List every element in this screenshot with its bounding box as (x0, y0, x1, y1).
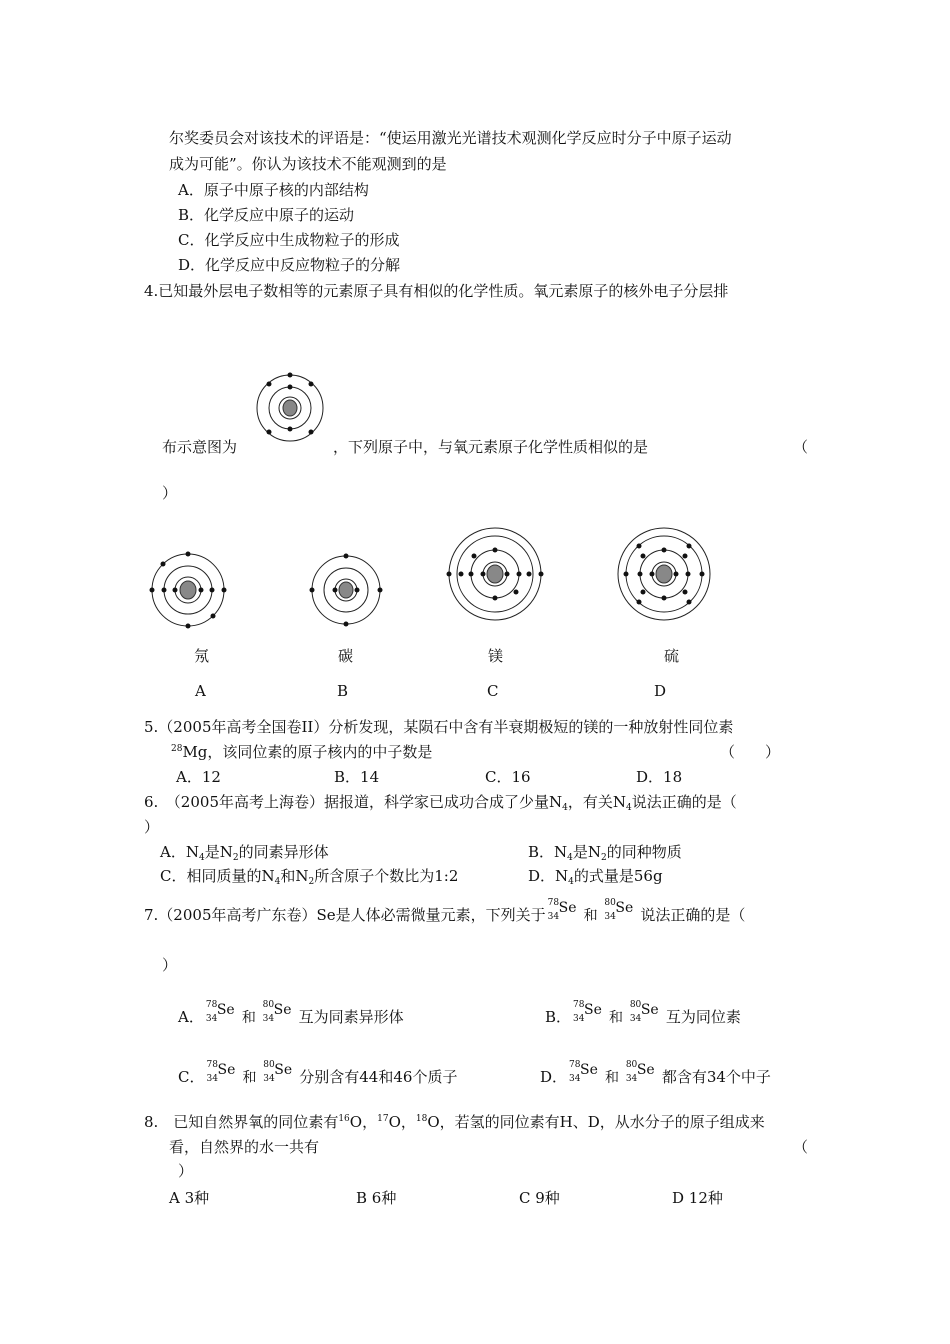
comma: ， (362, 1113, 378, 1131)
mass-number: 80 (263, 1060, 275, 1070)
atomic-number: 34 (629, 1014, 642, 1024)
conjunction: 和 (605, 1070, 620, 1086)
q7-text-a: 7.（2005年高考广东卷）Se是人体必需微量元素，下列关于 (144, 906, 546, 924)
q8-option-a: A 3种 (169, 1189, 210, 1207)
mass-number: 78 (205, 1000, 218, 1010)
q6-opt-b-text: 是N (572, 843, 602, 861)
element-symbol: Se (636, 1062, 655, 1078)
q5-answer-paren: （ ） (720, 743, 781, 761)
q5-line-1: 5.（2005年高考全国卷II）分析发现，某陨石中含有半衰期极短的镁的一种放射性同位素 (144, 718, 734, 736)
q7-opt-label: B． (545, 1008, 572, 1026)
atomic-number: 34 (573, 1014, 585, 1024)
mass-number: 80 (604, 898, 616, 908)
se-80-isotope (261, 1000, 299, 1028)
se-80-isotope (602, 898, 640, 926)
subscript-4: 4 (568, 877, 574, 887)
q6-text-a: 6. （2005年高考上海卷）据报道，科学家已成功合成了少量N (144, 793, 563, 811)
mass-number: 16 (338, 1114, 350, 1124)
mass-number: 78 (206, 1060, 218, 1070)
atom-name-carbon: 碳 (338, 647, 354, 665)
q5-option-a: A．12 (176, 768, 221, 786)
q4-paren-close: ） (162, 484, 178, 502)
element-symbol: Se (274, 1062, 293, 1078)
subscript-4: 4 (567, 853, 573, 863)
q5-option-d: D．18 (636, 768, 683, 786)
sulfur-atom-diagram (614, 524, 714, 624)
mass-number: 78 (573, 1000, 585, 1010)
q3-line-1: 尔奖委员会对该技术的评语是：“使运用激光光谱技术观测化学反应时分子中原子运动 (169, 129, 732, 147)
se-80-isotope (261, 1060, 299, 1088)
element-symbol: Se (584, 1002, 602, 1018)
q7-option-a (178, 1000, 404, 1028)
mass-number: 78 (569, 1060, 581, 1070)
mass-number: 80 (625, 1060, 638, 1070)
q7-opt-text: 分别含有44和46个质子 (299, 1068, 458, 1086)
se-78-isotope (567, 1060, 605, 1088)
q6-option-c (160, 866, 458, 889)
element-symbol: Se (558, 900, 577, 916)
q3-option-b: B．化学反应中原子的运动 (178, 206, 355, 224)
q4-option-letter-d: D (654, 682, 667, 700)
q6-opt-a-text: A．N (160, 843, 199, 861)
q6-opt-c-text: 和N (280, 867, 309, 885)
q6-opt-a-text: 是N (204, 843, 233, 861)
subscript-2: 2 (232, 853, 239, 863)
q6-opt-d-text: D．N (528, 867, 569, 885)
atomic-number: 34 (205, 1014, 218, 1024)
q4-paren-open: （ (793, 438, 809, 456)
q7-opt-label: D． (540, 1068, 568, 1086)
subscript-2: 2 (308, 877, 315, 887)
element-symbol: Se (273, 1002, 292, 1018)
mass-number: 18 (415, 1114, 428, 1124)
se-80-isotope (624, 1060, 662, 1088)
q3-option-c: C．化学反应中生成物粒子的形成 (178, 231, 400, 249)
q6-opt-d-text: 的式量是56g (573, 867, 663, 885)
mass-number: 78 (547, 898, 560, 908)
carbon-atom-diagram (306, 550, 386, 630)
q6-opt-b-text: B．N (528, 843, 568, 861)
conjunction: 和 (583, 908, 598, 924)
q5-line-2 (171, 742, 432, 765)
subscript-4: 4 (562, 803, 568, 813)
q4-option-letter-c: C (487, 682, 499, 700)
q7-opt-label: C． (178, 1068, 205, 1086)
q7-text-b: 说法正确的是（ (640, 906, 746, 924)
se-80-isotope (628, 1000, 666, 1028)
subscript-2: 2 (601, 853, 607, 863)
q8-line-2: 看，自然界的水一共有 (169, 1138, 320, 1156)
q8-paren-open: （ (793, 1138, 809, 1156)
se-78-isotope (546, 898, 584, 926)
se-78-isotope (204, 1000, 242, 1028)
q7-option-d (540, 1060, 771, 1088)
oxygen-symbol: O (388, 1113, 401, 1131)
q6-opt-c-text: 所含原子个数比为1:2 (314, 867, 459, 885)
q7-opt-label: A． (178, 1008, 204, 1026)
q6-text-b: ，有关N (567, 793, 626, 811)
q5-line-2-rest: ，该同位素的原子核内的中子数是 (207, 743, 433, 761)
magnesium-atom-diagram (445, 524, 545, 624)
comma: ， (400, 1113, 416, 1131)
q4-option-letter-a: A (195, 682, 206, 700)
mass-number: 80 (262, 1000, 275, 1010)
atomic-number: 34 (625, 1074, 638, 1084)
mass-number: 17 (377, 1114, 389, 1124)
atomic-number: 34 (604, 912, 616, 922)
q4-stem-prefix: 布示意图为 (162, 438, 238, 456)
q7-opt-text: 都含有34个中子 (661, 1068, 771, 1086)
q8-option-d: D 12种 (672, 1189, 723, 1207)
element-symbol: Se (640, 1002, 659, 1018)
oxygen-symbol: O (349, 1113, 363, 1131)
atom-name-neon: 氖 (194, 647, 210, 665)
atom-name-sulfur: 硫 (664, 647, 680, 665)
element-symbol: Se (217, 1062, 236, 1078)
q3-line-2: 成为可能”。你认为该技术不能观测到的是 (169, 155, 447, 173)
q4-line-1: 4.已知最外层电子数相等的元素原子具有相似的化学性质。氧元素原子的核外电子分层排 (144, 282, 729, 300)
atomic-number: 34 (547, 912, 560, 922)
q5-option-b: B．14 (334, 768, 380, 786)
q3-option-d: D．化学反应中反应物粒子的分解 (178, 256, 401, 274)
q6-text-c: 说法正确的是（ (631, 793, 737, 811)
q6-option-a (160, 842, 329, 865)
mass-number: 80 (629, 1000, 642, 1010)
mg-mass-number: 28 (171, 744, 183, 754)
q7-opt-text: 互为同位素 (665, 1008, 741, 1026)
oxygen-symbol: O (427, 1113, 440, 1131)
atom-name-magnesium: 镁 (488, 647, 504, 665)
q8-option-c: C 9种 (519, 1189, 560, 1207)
q8-text-b: ，若氢的同位素有H、D，从水分子的原子组成来 (439, 1113, 765, 1131)
q5-option-c: C．16 (485, 768, 531, 786)
q7-line-1 (144, 898, 745, 926)
q6-paren-close: ） (144, 818, 160, 836)
q8-option-b: B 6种 (356, 1189, 397, 1207)
atomic-number: 34 (263, 1074, 275, 1084)
q8-line-1 (144, 1112, 765, 1135)
q7-option-b (545, 1000, 741, 1028)
subscript-4: 4 (198, 853, 205, 863)
subscript-4: 4 (274, 877, 281, 887)
q6-line-1 (144, 792, 737, 815)
q7-opt-text: 互为同素异形体 (298, 1008, 404, 1026)
neon-atom-diagram (143, 545, 233, 635)
element-symbol: Se (216, 1002, 235, 1018)
q4-stem-suffix: ，下列原子中，与氧元素原子化学性质相似的是 (333, 438, 649, 456)
element-symbol: Se (615, 900, 634, 916)
q6-option-d (528, 866, 663, 889)
se-78-isotope (571, 1000, 609, 1028)
q6-option-b (528, 842, 682, 865)
conjunction: 和 (242, 1070, 257, 1086)
mg-symbol: Mg (182, 743, 208, 761)
q7-paren-close: ） (162, 956, 178, 974)
q6-opt-b-text: 的同种物质 (606, 843, 682, 861)
q3-option-a: A．原子中原子核的内部结构 (178, 181, 369, 199)
q8-paren-close: ） (178, 1162, 194, 1180)
q6-opt-a-text: 的同素异形体 (238, 843, 329, 861)
atomic-number: 34 (206, 1074, 218, 1084)
atomic-number: 34 (569, 1074, 581, 1084)
subscript-4: 4 (626, 803, 632, 813)
q6-opt-c-text: C．相同质量的N (160, 867, 275, 885)
q7-option-c (178, 1060, 457, 1088)
oxygen-atom-diagram (250, 368, 330, 448)
conjunction: 和 (609, 1010, 624, 1026)
atomic-number: 34 (262, 1014, 275, 1024)
se-78-isotope (204, 1060, 242, 1088)
q4-option-letter-b: B (337, 682, 349, 700)
q8-text-a: 8. 已知自然界氧的同位素有 (144, 1113, 339, 1131)
conjunction: 和 (241, 1010, 256, 1026)
element-symbol: Se (580, 1062, 598, 1078)
